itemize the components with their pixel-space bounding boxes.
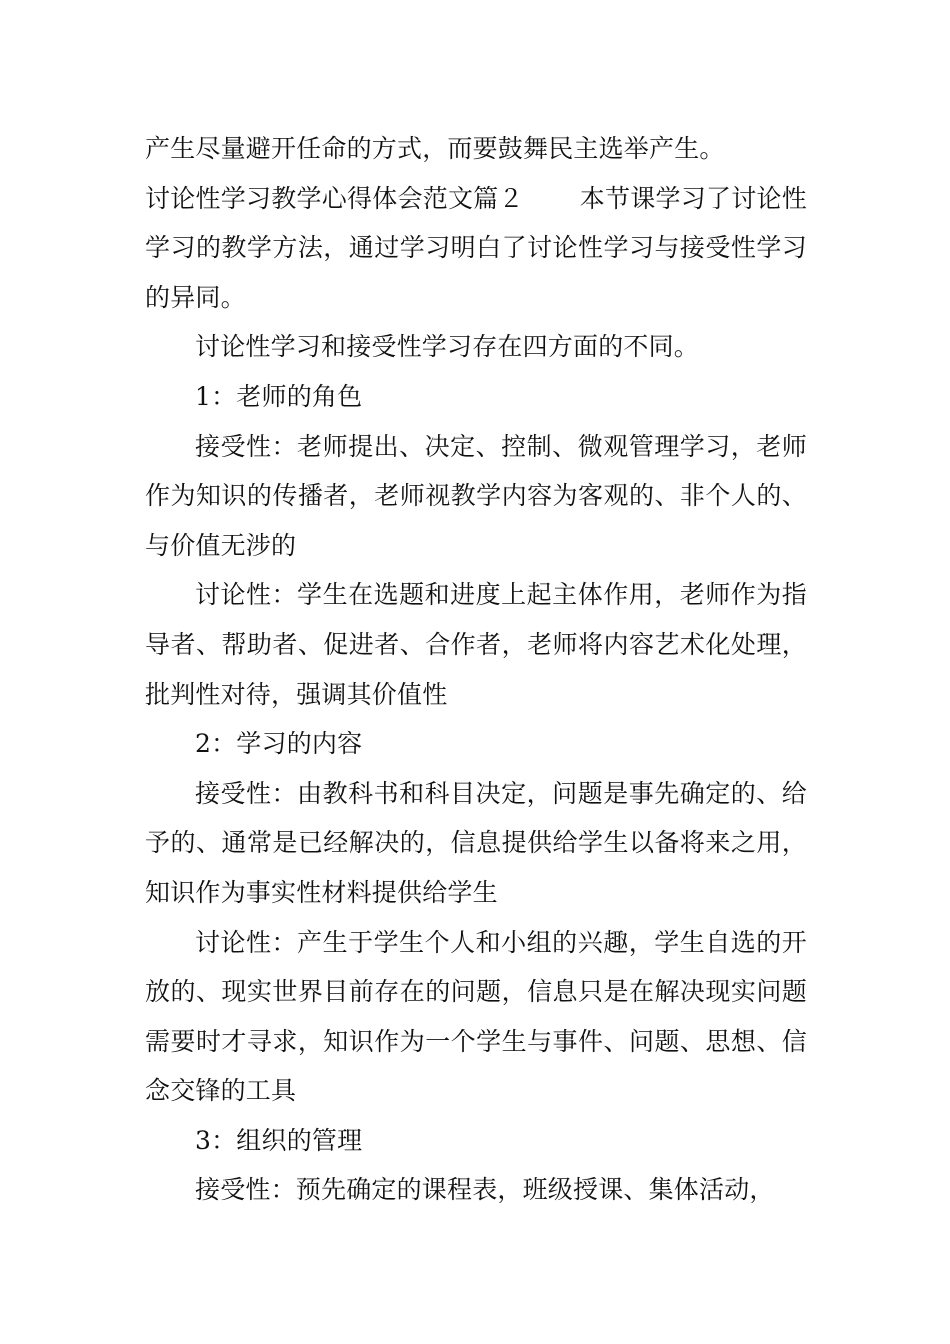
paragraph-section-title <box>145 174 807 323</box>
subheading-learning-content <box>145 719 807 769</box>
paragraph-text: 接受性：预先确定的课程表，班级授课、集体活动， <box>195 1175 775 1205</box>
paragraph-closing-line <box>145 124 807 174</box>
paragraph-text: 讨论性学习和接受性学习存在四方面的不同。 <box>195 332 700 362</box>
paragraph-receptive-role <box>145 422 807 571</box>
section-title: 讨论性学习教学心得体会范文篇２ <box>145 183 524 213</box>
paragraph-text: 本节课学习了讨论性学习的教学方法，通过学习明白了讨论性学习与接受性学习的异同。 <box>145 183 807 312</box>
paragraph-research-role <box>145 570 807 719</box>
paragraph-receptive-content <box>145 769 807 918</box>
paragraph-text: 接受性：由教科书和科目决定，问题是事先确定的、给予的、通常是已经解决的，信息提供给学生以备将来之用，知识作为事实性材料提供给学生 <box>145 778 807 907</box>
paragraph-receptive-organization <box>145 1165 807 1215</box>
paragraph-text: 讨论性：产生于学生个人和小组的兴趣，学生自选的开放的、现实世界目前存在的问题，信息只是在解决现实问题需要时才寻求，知识作为一个学生与事件、问题、思想、信念交锋的工具 <box>145 927 807 1106</box>
document-body <box>145 124 807 1215</box>
subheading-organization <box>145 1116 807 1166</box>
paragraph-intro <box>145 322 807 372</box>
subheading-text: 1：老师的角色 <box>195 381 363 411</box>
subheading-text: 2：学习的内容 <box>195 729 363 759</box>
subheading-teacher-role <box>145 372 807 422</box>
paragraph-text: 产生尽量避开任命的方式，而要鼓舞民主选举产生。 <box>145 134 725 163</box>
paragraph-text: 讨论性：学生在选题和进度上起主体作用，老师作为指导者、帮助者、促进者、合作者，老师将内容艺术化处理，批判性对待，强调其价值性 <box>145 580 807 709</box>
subheading-text: 3：组织的管理 <box>195 1125 363 1155</box>
paragraph-text: 接受性：老师提出、决定、控制、微观管理学习，老师作为知识的传播者，老师视教学内容为客观的、非个人的、与价值无涉的 <box>145 431 807 560</box>
paragraph-research-content <box>145 918 807 1116</box>
